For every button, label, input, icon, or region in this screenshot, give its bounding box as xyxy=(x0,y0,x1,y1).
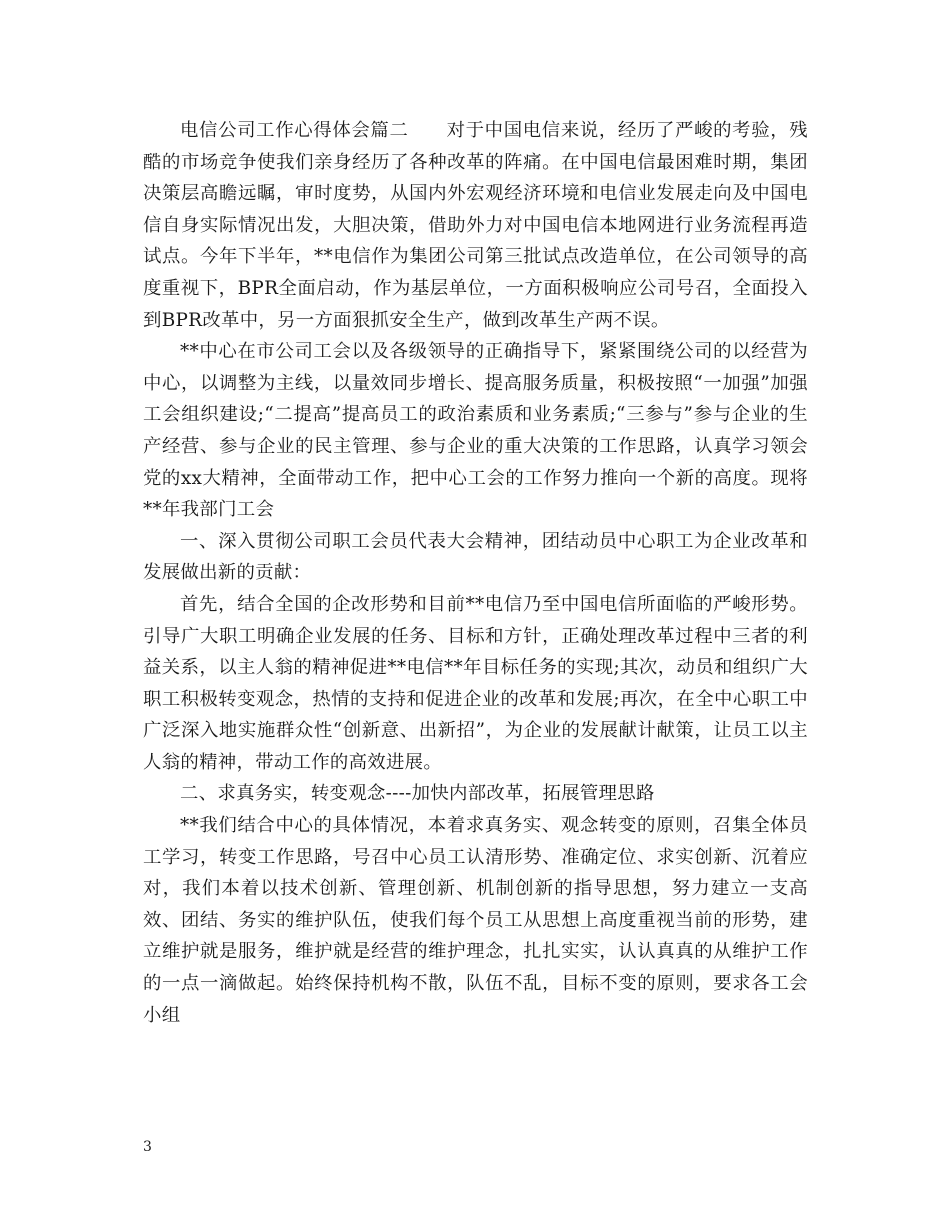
paragraph-union-work: **中心在市公司工会以及各级领导的正确指导下，紧紧围绕公司的以经营为中心，以调整为主线，以量效同步增长、提高服务质量，积极按照“一加强”加强工会组织建设;“二提高”提高员工的政治素质和业务素质;“三参与”参与企业的生产经营、参与企业的民主管理、参与企业的重大决策的工作思路，认真学习领会党的xx大精神，全面带动工作，把中心工会的工作努力推向一个新的高度。现将**年我部门工会 xyxy=(143,341,808,521)
paragraph-intro: 电信公司工作心得体会篇二 对于中国电信来说，经历了严峻的考验，残酷的市场竞争使我们亲身经历了各种改革的阵痛。在中国电信最困难时期，集团决策层高瞻远瞩，审时度势，从国内外宏观经济环境和电信业发展走向及中国电信自身实际情况出发，大胆决策，借助外力对中国电信本地网进行业务流程再造试点。今年下半年，**电信作为集团公司第三批试点改造单位，在公司领导的高度重视下，BPR全面启动，作为基层单位，一方面积极响应公司号召，全面投入到BPR改革中，另一方面狠抓安全生产，做到改革生产两不误。 xyxy=(143,120,808,331)
document-body xyxy=(143,115,808,1031)
section-heading-one: 一、深入贯彻公司职工会员代表大会精神，团结动员中心职工为企业改革和发展做出新的贡献： xyxy=(143,530,808,584)
page-number: 3 xyxy=(143,1139,152,1155)
paragraph-first-measures: 首先，结合全国的企改形势和目前**电信乃至中国电信所面临的严峻形势。引导广大职工明确企业发展的任务、目标和方针，正确处理改革过程中三者的利益关系，以主人翁的精神促进**电信**年目标任务的实现;其次，动员和组织广大职工积极转变观念，热情的支持和促进企业的改革和发展;再次，在全中心职工中广泛深入地实施群众性“创新意、出新招”，为企业的发展献计献策，让员工以主人翁的精神，带动工作的高效进展。 xyxy=(143,593,808,773)
paragraph-reform-details: **我们结合中心的具体情况，本着求真务实、观念转变的原则，召集全体员工学习，转变工作思路，号召中心员工认清形势、准确定位、求实创新、沉着应对，我们本着以技术创新、管理创新、机制创新的指导思想，努力建立一支高效、团结、务实的维护队伍，使我们每个员工从思想上高度重视当前的形势，建立维护就是服务，维护就是经营的维护理念，扎扎实实，认认真真的从维护工作的一点一滴做起。始终保持机构不散，队伍不乱，目标不变的原则，要求各工会小组 xyxy=(143,815,808,1026)
section-heading-two: 二、求真务实，转变观念----加快内部改革，拓展管理思路 xyxy=(180,783,655,805)
